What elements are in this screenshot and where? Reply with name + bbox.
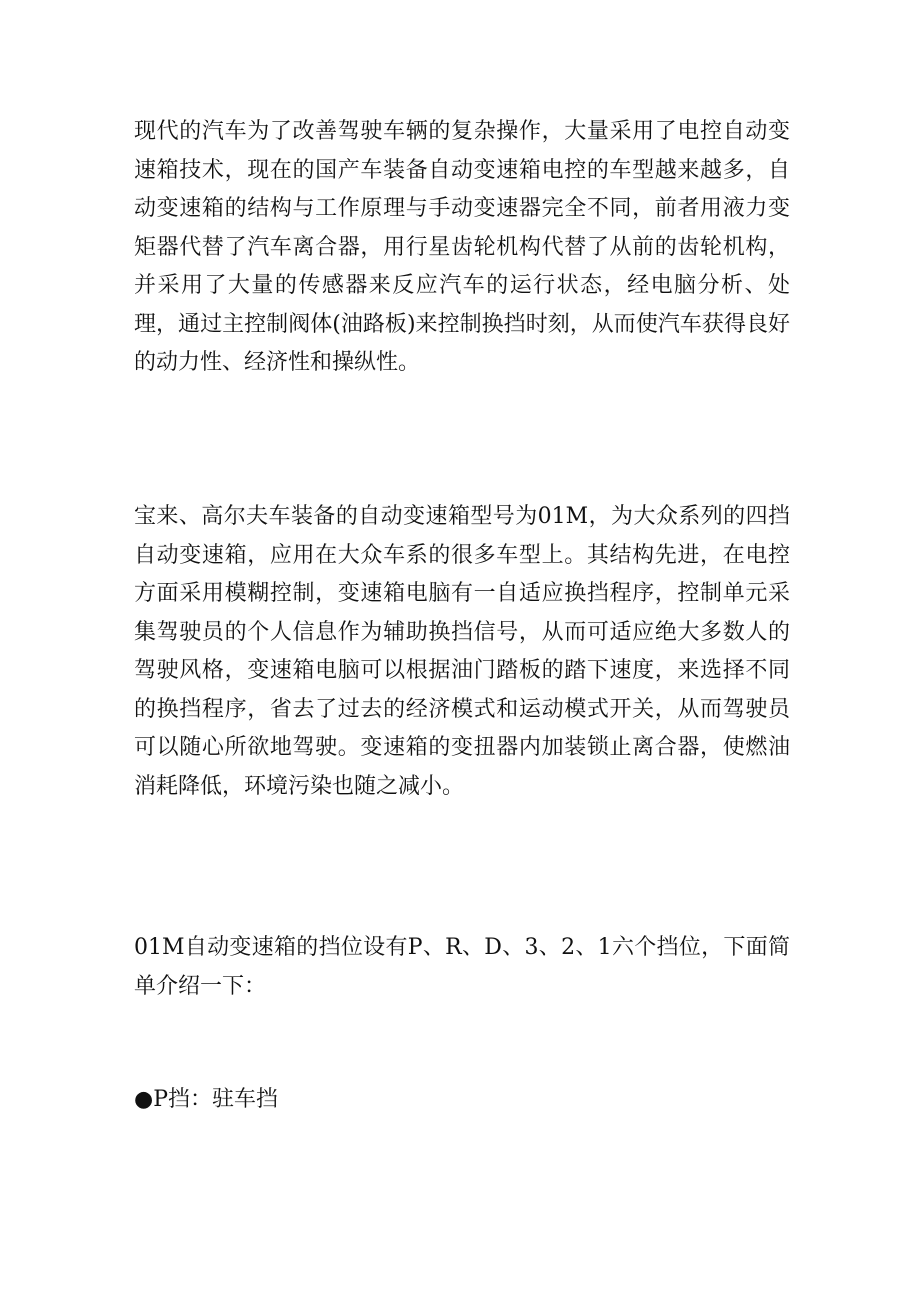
bullet-p-gear bbox=[134, 1081, 790, 1120]
paragraph-gear-positions: 01M自动变速箱的挡位设有P、R、D、3、2、1六个挡位，下面简单介绍一下： bbox=[134, 935, 790, 999]
bullet-text: P挡：驻车挡 bbox=[153, 1087, 279, 1112]
paragraph-01m-overview: 宝来、高尔夫车装备的自动变速箱型号为01M，为大众系列的四挡自动变速箱，应用在大众车系的很多车型上。其结构先进，在电控方面采用模糊控制，变速箱电脑有一自适应换挡程序，控制单元采集驾驶员的个人信息作为辅助换挡信号，从而可适应绝大多数人的驾驶风格，变速箱电脑可以根据油门踏板的踏下速度，来选择不同的换挡程序，省去了过去的经济模式和运动模式开关，从而驾驶员可以随心所欲地驾驶。变速箱的变扭器内加装锁止离合器，使燃油消耗降低，环境污染也随之减小。 bbox=[134, 504, 790, 799]
bullet-icon: ● bbox=[134, 1087, 154, 1112]
paragraph-intro: 现代的汽车为了改善驾驶车辆的复杂操作，大量采用了电控自动变速箱技术，现在的国产车装备自动变速箱电控的车型越来越多，自动变速箱的结构与工作原理与手动变速器完全不同，前者用液力变矩器代替了汽车离合器，用行星齿轮机构代替了从前的齿轮机构，并采用了大量的传感器来反应汽车的运行状态，经电脑分析、处理，通过主控制阀体(油路板)来控制换挡时刻，从而使汽车获得良好的动力性、经济性和操纵性。 bbox=[134, 119, 790, 375]
